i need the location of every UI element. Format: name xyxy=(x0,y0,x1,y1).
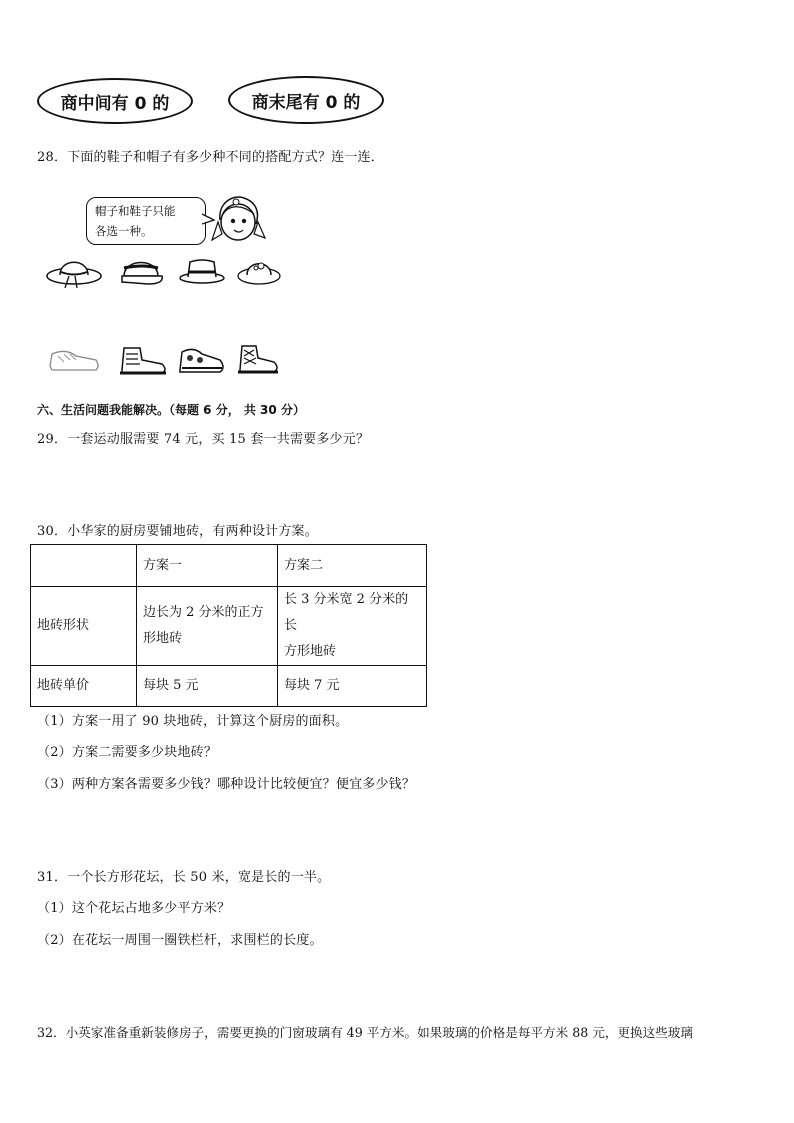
table-row xyxy=(31,587,427,666)
bubble-line-2: 各选一种。 xyxy=(95,224,153,238)
cell-line: 长 3 分米宽 2 分米的长 xyxy=(284,592,409,633)
question-29: 29．一套运动服需要 74 元，买 15 套一共需要多少元？ xyxy=(37,432,370,447)
hat-2-icon xyxy=(118,254,166,290)
question-30-sub-3: （3）两种方案各需要多少钱？哪种设计比较便宜？便宜多少钱？ xyxy=(37,777,416,792)
hat-1-icon xyxy=(45,252,103,292)
oval-quotient-middle-zero xyxy=(37,78,193,124)
shoe-2-icon xyxy=(116,342,170,376)
hat-3-icon xyxy=(178,256,226,286)
oval-quotient-end-zero xyxy=(228,76,384,124)
question-30: 30．小华家的厨房要铺地砖，有两种设计方案。 xyxy=(37,524,318,539)
table-header-cell: 方案二 xyxy=(278,545,427,587)
table-cell: 每块 5 元 xyxy=(137,666,278,707)
question-31: 31．一个长方形花坛，长 50 米，宽是长的一半。 xyxy=(37,870,331,885)
hat-4-icon xyxy=(236,254,282,288)
question-28: 28．下面的鞋子和帽子有多少种不同的搭配方式？连一连． xyxy=(37,150,384,165)
bubble-line-1: 帽子和鞋子只能 xyxy=(95,204,176,218)
cell-line: 边长为 2 分米的正方 xyxy=(143,605,264,620)
oval-label: 商中间有 0 的 xyxy=(60,93,170,114)
table-cell: 每块 7 元 xyxy=(278,666,427,707)
question-30-sub-2: （2）方案二需要多少块地砖？ xyxy=(37,745,218,760)
tile-plan-table xyxy=(30,544,427,707)
table-cell: 地砖单价 xyxy=(31,666,137,707)
table-header-cell xyxy=(31,545,137,587)
question-32: 32．小英家准备重新装修房子，需要更换的门窗玻璃有 49 平方米。如果玻璃的价格是每平方米 88 元，更换这些玻璃 xyxy=(37,1025,693,1040)
table-row xyxy=(31,666,427,707)
girl-icon xyxy=(210,194,266,248)
table-cell xyxy=(278,587,427,666)
cell-line: 方形地砖 xyxy=(284,644,337,659)
question-30-sub-1: （1）方案一用了 90 块地砖，计算这个厨房的面积。 xyxy=(37,714,349,729)
cell-line: 形地砖 xyxy=(143,631,183,646)
question-31-sub-2: （2）在花坛一周围一圈铁栏杆，求围栏的长度。 xyxy=(37,933,323,948)
speech-bubble xyxy=(86,197,206,245)
table-cell: 地砖形状 xyxy=(31,587,137,666)
table-header-cell: 方案一 xyxy=(137,545,278,587)
shoe-3-icon xyxy=(176,342,228,376)
oval-label: 商末尾有 0 的 xyxy=(251,92,361,113)
section-6-heading: 六、生活问题我能解决。（每题 6 分， 共 30 分） xyxy=(37,403,305,417)
shoe-1-icon xyxy=(46,344,102,374)
table-row xyxy=(31,545,427,587)
question-31-sub-1: （1）这个花坛占地多少平方米？ xyxy=(37,901,231,916)
shoe-4-icon xyxy=(234,340,282,376)
table-cell xyxy=(137,587,278,666)
